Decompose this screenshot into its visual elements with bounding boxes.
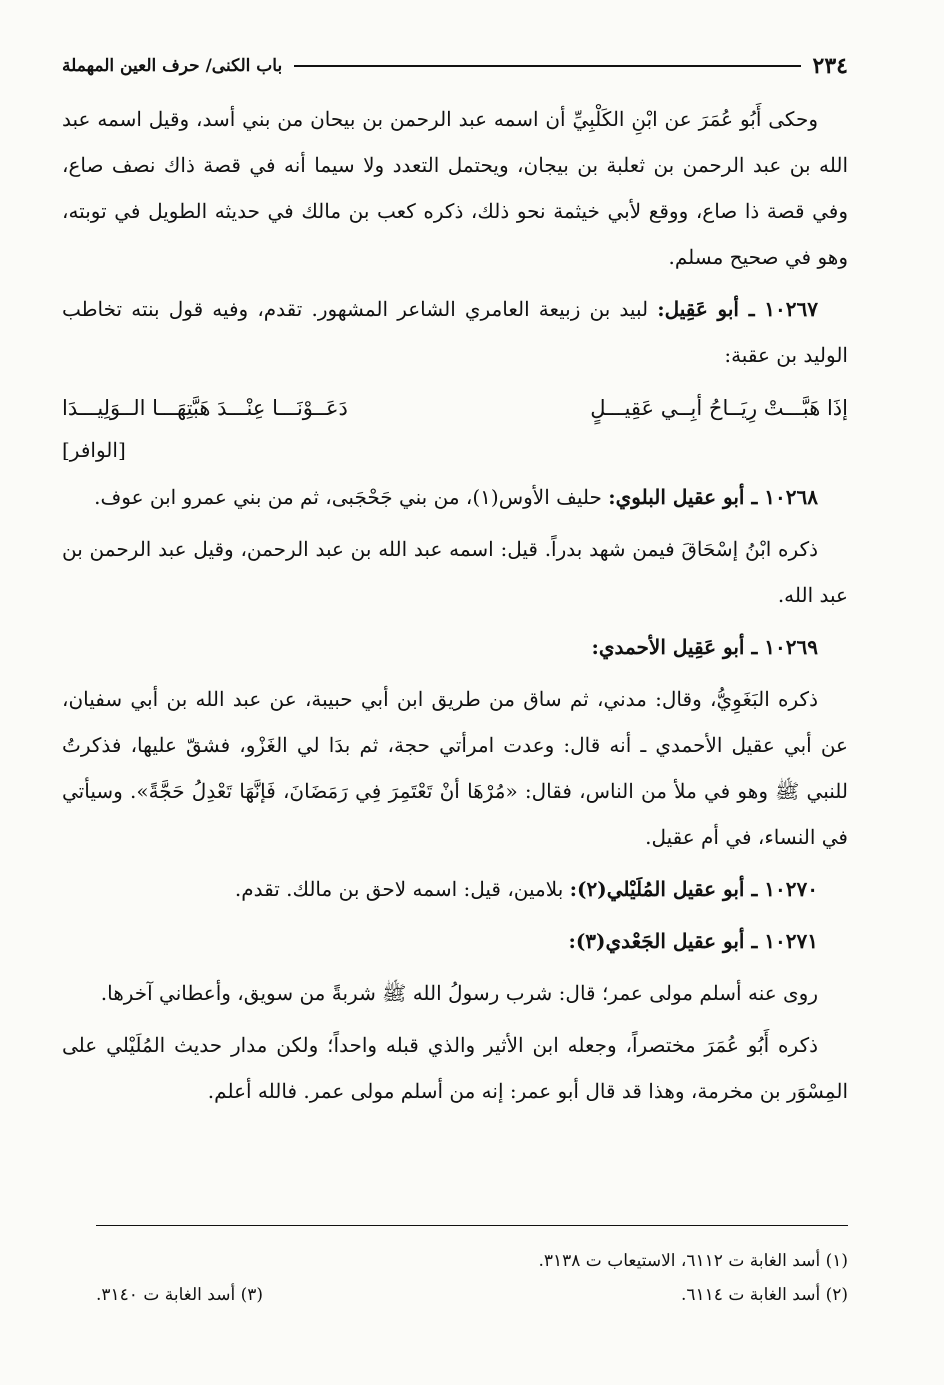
entry-heading: ١٠٢٧١ ـ أبو عقيل الجَعْدي(٣): — [568, 929, 818, 953]
entry-text: حليف الأوس(١)، من بني جَحْجَبى، ثم من بني عمرو ابن عوف. — [94, 485, 609, 509]
page-number: ٢٣٤ — [812, 53, 848, 79]
entry-text: لبيد بن زبيعة العامري الشاعر المشهور. تقدم، وفيه قول بنته تخاطب الوليد بن عقبة: — [62, 297, 848, 367]
entry-10267 — [62, 286, 848, 378]
entry-10268 — [62, 474, 848, 520]
running-header — [62, 46, 848, 86]
entry-heading: ١٠٢٧٠ ـ أبو عقيل المُلَيْلي(٢): — [569, 877, 818, 901]
entry-heading: ١٠٢٦٧ ـ أبو عَقِيل: — [657, 297, 818, 321]
footnote-rule — [96, 1225, 848, 1226]
verse-second-hemistich: دَعَــوْنَـــا عِنْـــدَ هَبَّتِهَـــا الــوَلِيـــدَا — [62, 396, 348, 420]
entry-text: بلامين، قيل: اسمه لاحق بن مالك. تقدم. — [234, 877, 570, 901]
paragraph: ذكره ابْنُ إسْحَاقَ فيمن شهد بدراً. قيل: اسمه عبد الله بن عبد الرحمن، وقيل عبد الرحمن بن عبد الله. — [62, 537, 848, 607]
footnote-3: (٣) أسد الغابة ت ٣١٤٠. — [96, 1285, 263, 1305]
verse-first-hemistich: إذَا هَبَّـــتْ رِيَــاحُ أبِــي عَقِيـــلٍ — [590, 396, 848, 420]
footnotes — [96, 1244, 848, 1312]
entry-10270 — [62, 866, 848, 912]
entry-heading: ١٠٢٦٩ ـ أبو عَقِيل الأحمدي: — [591, 635, 818, 659]
main-text — [62, 96, 848, 1120]
footnote-row — [96, 1278, 848, 1312]
paragraph: وحكى أَبُو عُمَرَ عن ابْنِ الكَلْبِيِّ أن اسمه عبد الرحمن بن بيحان من بني أسد، وقيل اسمه عبد الله بن عبد الرحمن بن ثعلبة بن بيجان، ويحتمل التعدد ولا سيما أنه في قصة ذاك نصف صاع، وفي قصة ذا صاع، ووقع لأبي خيثمة نحو ذلك، ذكره كعب بن مالك في حديثه الطويل في توبته، وهو في صحيح مسلم. — [62, 107, 848, 269]
paragraph: ذكره أَبُو عُمَرَ مختصراً، وجعله ابن الأثير والذي قبله واحداً؛ ولكن مدار حديث المُلَيْلي على المِسْوَر بن مخرمة، وهذا قد قال أبو عمر: إنه من أسلم مولى عمر. فالله أعلم. — [62, 1033, 848, 1103]
footnote-1: (١) أسد الغابة ت ٦١١٢، الاستيعاب ت ٣١٣٨. — [538, 1251, 848, 1271]
entry-10271 — [62, 918, 848, 964]
entry-heading: ١٠٢٦٨ ـ أبو عقيل البلوي: — [608, 485, 818, 509]
footnote-2: (٢) أسد الغابة ت ٦١١٤. — [681, 1285, 848, 1305]
verse-meter: [الوافر] — [62, 438, 126, 462]
poem-verse — [62, 384, 848, 432]
chapter-title: باب الكنى/ حرف العين المهملة — [62, 56, 283, 76]
paragraph: ذكره البَغَوِيُّ، وقال: مدني، ثم ساق من طريق ابن أبي حبيبة، عن عبد الله بن أبي سفيان، عن أبي عقيل الأحمدي ـ أنه قال: وعدت امرأتي حجة، ثم بدَا لي الغَزْو، فشقّ عليها، فذكرتُ للنبي ﷺ وهو في ملأ من الناس، فقال: «مُرْهَا أنْ تَعْتَمِرَ فِي رَمَضَانَ، فَإنَّهَا تَعْدِلُ حَجَّةً». وسيأتي في النساء، في أم عقيل. — [62, 687, 848, 849]
header-rule — [294, 65, 800, 67]
paragraph: روى عنه أسلم مولى عمر؛ قال: شرب رسولُ الله ﷺ شربةً من سويق، وأعطاني آخرها. — [100, 981, 818, 1005]
entry-10269 — [62, 624, 848, 670]
